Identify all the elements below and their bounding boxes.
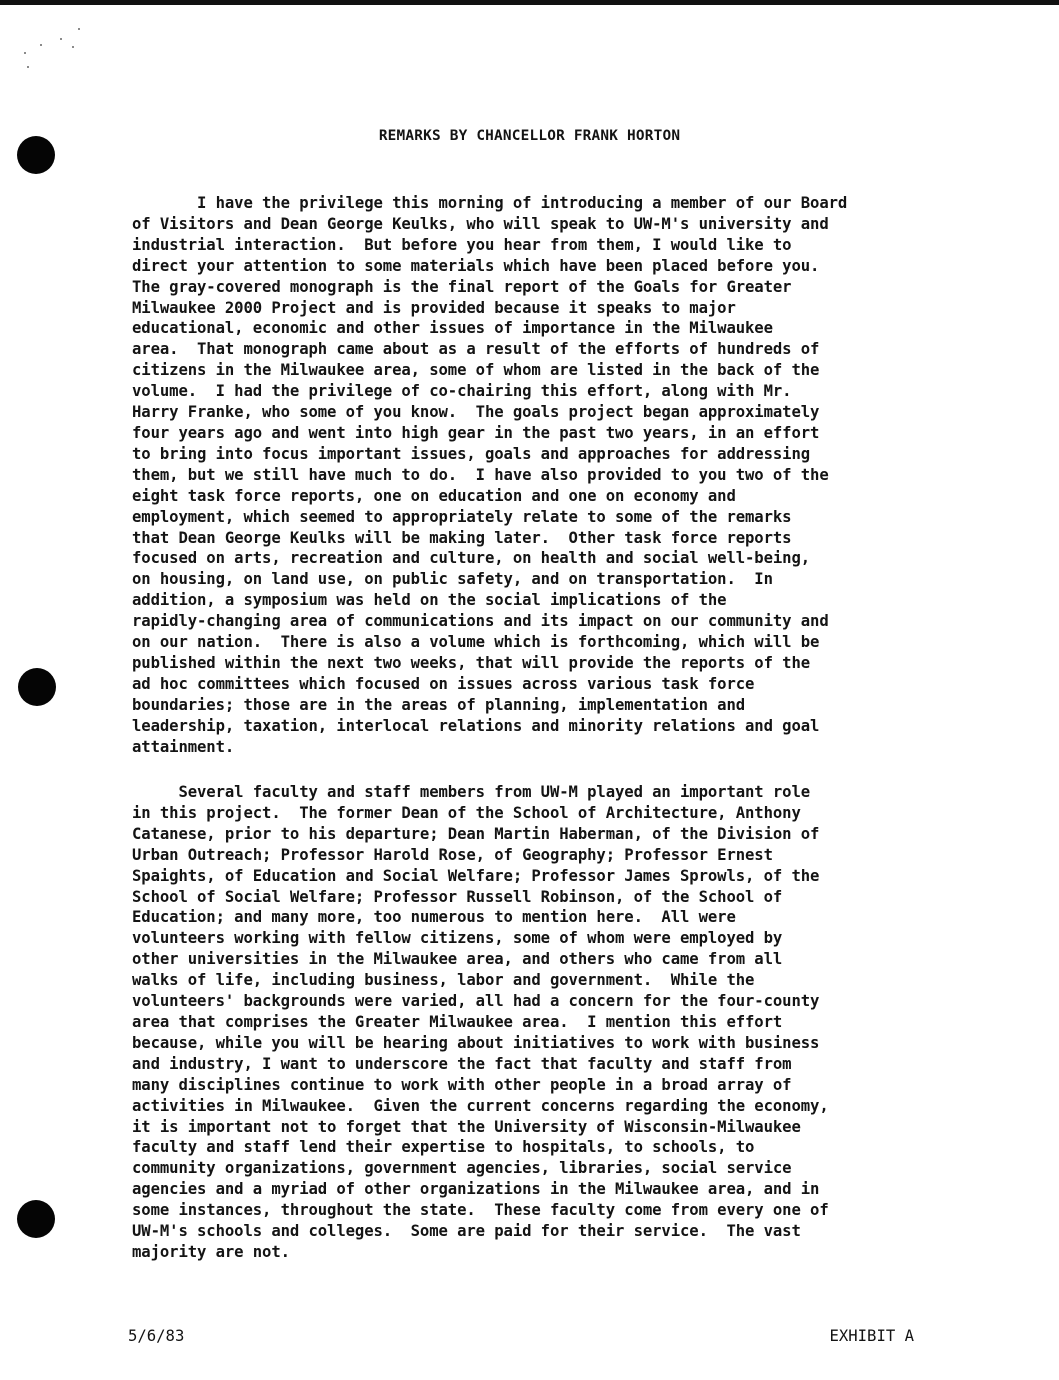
scan-top-edge [0,0,1059,5]
page-title: REMARKS BY CHANCELLOR FRANK HORTON [378,128,681,144]
scan-specks [22,24,112,74]
speck [40,44,42,46]
punch-hole-bottom [17,1200,55,1238]
speck [27,66,29,68]
speck [72,46,74,48]
punch-hole-middle [18,668,56,706]
speck [60,38,62,40]
speck [78,28,80,30]
footer-exhibit-label: EXHIBIT A [829,1327,914,1345]
speck [24,52,26,54]
footer-date: 5/6/83 [128,1327,185,1345]
paragraph-introduction: I have the privilege this morning of introducing a member of our Board of Visitors and Dean George Keulks, who will speak to UW-M's university and industrial interaction. But before you hear from them, I would like to direct your attention to some materials which have been placed before you. The gray-covered monograph is the final report of the Goals for Greater Milwaukee 2000 Project and is provided because it speaks to major educational, economic and other issues of importance in the Milwaukee area. That monograph came about as a result of the efforts of hundreds of citizens in the Milwaukee area, some of whom are listed in the back of the volume. I had the privilege of co-chairing this effort, along with Mr. Harry Franke, who some of you know. The goals project began approximately four years ago and went into high gear in the past two years, in an effort to bring into focus important issues, goals and approaches for addressing them, but we still have much to do. I have also provided to you two of the eight task force reports, one on education and one on economy and employment, which seemed to appropriately relate to some of the remarks that Dean George Keulks will be making later. Other task force reports focused on arts, recreation and culture, on health and social well-being, on housing, on land use, on public safety, and on transportation. In addition, a symposium was held on the social implications of the rapidly-changing area of communications and its impact on our community and on our nation. There is also a volume which is forthcoming, which will be published within the next two weeks, that will provide the reports of the ad hoc committees which focused on issues across various task force boundaries; those are in the areas of planning, implementation and leadership, taxation, interlocal relations and minority relations and goal attainment. [132,194,848,756]
paragraph-faculty-staff: Several faculty and staff members from UW-M played an important role in this project. The former Dean of the School of Architecture, Anthony Catanese, prior to his departure; Dean Martin Haberman, of the Division of Urban Outreach; Professor Harold Rose, of Geography; Professor Ernest Spaights, of Education and Social Welfare; Professor James Sprowls, of the School of Social Welfare; Professor Russell Robinson, of the School of Education; and many more, too numerous to mention here. All were volunteers working with fellow citizens, some of whom were employed by other universities in the Milwaukee area, and others who came from all walks of life, including business, labor and government. While the volunteers' backgrounds were varied, all had a concern for the four-county area that comprises the Greater Milwaukee area. I mention this effort because, while you will be hearing about initiatives to work with business and industry, I want to underscore the fact that faculty and staff from many disciplines continue to work with other people in a broad array of activities in Milwaukee. Given the current concerns regarding the economy, it is important not to forget that the University of Wisconsin-Milwaukee faculty and staff lend their expertise to hospitals, to schools, to community organizations, government agencies, libraries, social service agencies and a myriad of other organizations in the Milwaukee area, and in some instances, throughout the state. These faculty come from every one of UW-M's schools and colleges. Some are paid for their service. The vast majority are not. [132,783,829,1261]
